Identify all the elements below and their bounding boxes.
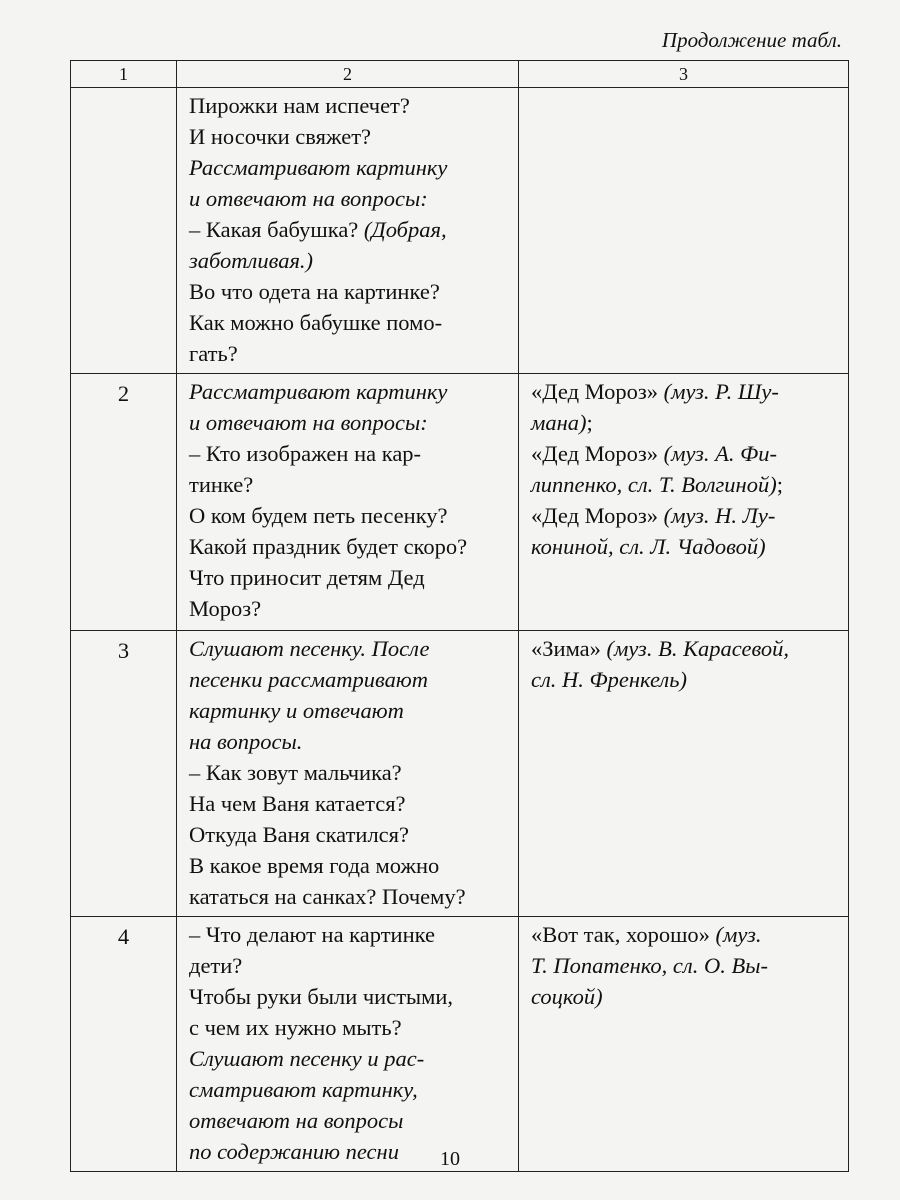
activity-line [189,376,512,407]
activity-line [189,1043,512,1074]
activity-text: дети? [189,953,243,978]
activity-text: Откуда Ваня скатился? [189,822,410,847]
activity-text: гать? [189,341,238,366]
music-line [531,664,842,695]
song-separator: ; [586,410,593,435]
song-credits: соцкой) [531,984,603,1009]
activity-answer: (Добрая, [358,217,447,242]
song-credits: сл. Н. Френкель) [531,667,687,692]
activity-line [189,1012,512,1043]
music-line [531,500,842,531]
column-header-3: 3 [519,61,849,88]
activity-text: Слушают песенку. После [189,636,430,661]
table-row [71,917,849,1172]
activity-line [189,407,512,438]
activity-text: Что приносит детям Дед [189,565,425,590]
activity-text: Какой праздник будет скоро? [189,534,468,559]
activity-text: – Что делают на картинке [189,922,435,947]
activity-line [189,981,512,1012]
activity-text: О ком будем петь песенку? [189,503,448,528]
music-line [531,407,842,438]
activity-line [189,469,512,500]
activity-line [189,531,512,562]
page-number: 10 [440,1148,460,1170]
activity-line [189,1074,512,1105]
activity-text: на вопросы. [189,729,303,754]
song-title: «Зима» [531,636,601,661]
activity-text: И носочки свяжет? [189,124,372,149]
activity-text: – Какая бабушка? [189,217,359,242]
song-credits: (муз. [709,922,762,947]
song-credits: Т. Попатенко, сл. О. Вы- [531,953,768,978]
row-number [71,88,177,374]
lesson-table [70,60,849,1172]
activity-text: Слушают песенку и рас- [189,1046,425,1071]
activity-text: Во что одета на картинке? [189,279,440,304]
activity-text: и отвечают на вопросы: [189,186,428,211]
music-line [531,981,842,1012]
song-credits: (муз. А. Фи- [657,441,778,466]
activity-text: картинку и отвечают [189,698,404,723]
music-line [531,469,842,500]
activity-line [189,919,512,950]
song-credits: (муз. Р. Шу- [657,379,779,404]
activity-text: Рассматривают картинку [189,379,448,404]
activity-text: сматривают картинку, [189,1077,418,1102]
song-credits: кониной, сл. Л. Чадовой) [531,534,766,559]
song-separator: ; [776,472,783,497]
activity-text: – Как зовут мальчика? [189,760,402,785]
music-line [531,531,842,562]
activity-line [189,726,512,757]
table-body [71,88,849,1172]
song-title: «Дед Мороз» [531,379,658,404]
song-credits: (муз. В. Карасевой, [600,636,790,661]
activity-line [189,307,512,338]
table-header-row [71,61,849,88]
activity-line [189,245,512,276]
song-title: «Вот так, хорошо» [531,922,710,947]
activity-cell [177,631,519,917]
music-cell [519,631,849,917]
activity-text: и отвечают на вопросы: [189,410,428,435]
activity-line [189,850,512,881]
activity-line [189,1105,512,1136]
song-credits: (муз. Н. Лу- [657,503,776,528]
song-title: «Дед Мороз» [531,441,658,466]
activity-text: На чем Ваня катается? [189,791,406,816]
music-line [531,438,842,469]
activity-line [189,183,512,214]
music-line [531,376,842,407]
activity-line [189,788,512,819]
music-line [531,633,842,664]
music-cell [519,374,849,631]
activity-text: отвечают на вопросы [189,1108,404,1133]
activity-text: Рассматривают картинку [189,155,448,180]
activity-text: – Кто изображен на кар- [189,441,422,466]
activity-line [189,593,512,624]
activity-text: тинке? [189,472,254,497]
activity-line [189,214,512,245]
column-header-2: 2 [177,61,519,88]
activity-text: кататься на санках? Почему? [189,884,466,909]
row-number: 2 [71,374,177,631]
song-credits: мана) [531,410,587,435]
activity-text: по содержанию песни [189,1139,399,1164]
activity-line [189,633,512,664]
activity-text: с чем их нужно мыть? [189,1015,402,1040]
activity-line [189,121,512,152]
activity-text: Мороз? [189,596,262,621]
activity-line [189,757,512,788]
activity-line [189,819,512,850]
activity-cell [177,917,519,1172]
music-line [531,950,842,981]
music-cell [519,917,849,1172]
song-credits: липпенко, сл. Т. Волгиной) [531,472,777,497]
activity-cell [177,88,519,374]
column-header-1: 1 [71,61,177,88]
activity-line [189,438,512,469]
table-row [71,631,849,917]
activity-line [189,338,512,369]
song-title: «Дед Мороз» [531,503,658,528]
continuation-label: Продолжение табл. [661,28,842,52]
table-row [71,374,849,631]
activity-text: заботливая.) [189,248,314,273]
activity-line [189,90,512,121]
row-number: 3 [71,631,177,917]
activity-line [189,562,512,593]
activity-line [189,664,512,695]
music-line [531,919,842,950]
activity-text: Пирожки нам испечет? [189,93,410,118]
activity-line [189,950,512,981]
table-row [71,88,849,374]
row-number: 4 [71,917,177,1172]
activity-text: Чтобы руки были чистыми, [189,984,454,1009]
activity-text: Как можно бабушке помо- [189,310,443,335]
activity-cell [177,374,519,631]
activity-line [189,500,512,531]
activity-text: В какое время года можно [189,853,440,878]
activity-line [189,276,512,307]
activity-line [189,152,512,183]
activity-text: песенки рассматривают [189,667,428,692]
music-cell [519,88,849,374]
activity-line [189,881,512,912]
activity-line [189,695,512,726]
